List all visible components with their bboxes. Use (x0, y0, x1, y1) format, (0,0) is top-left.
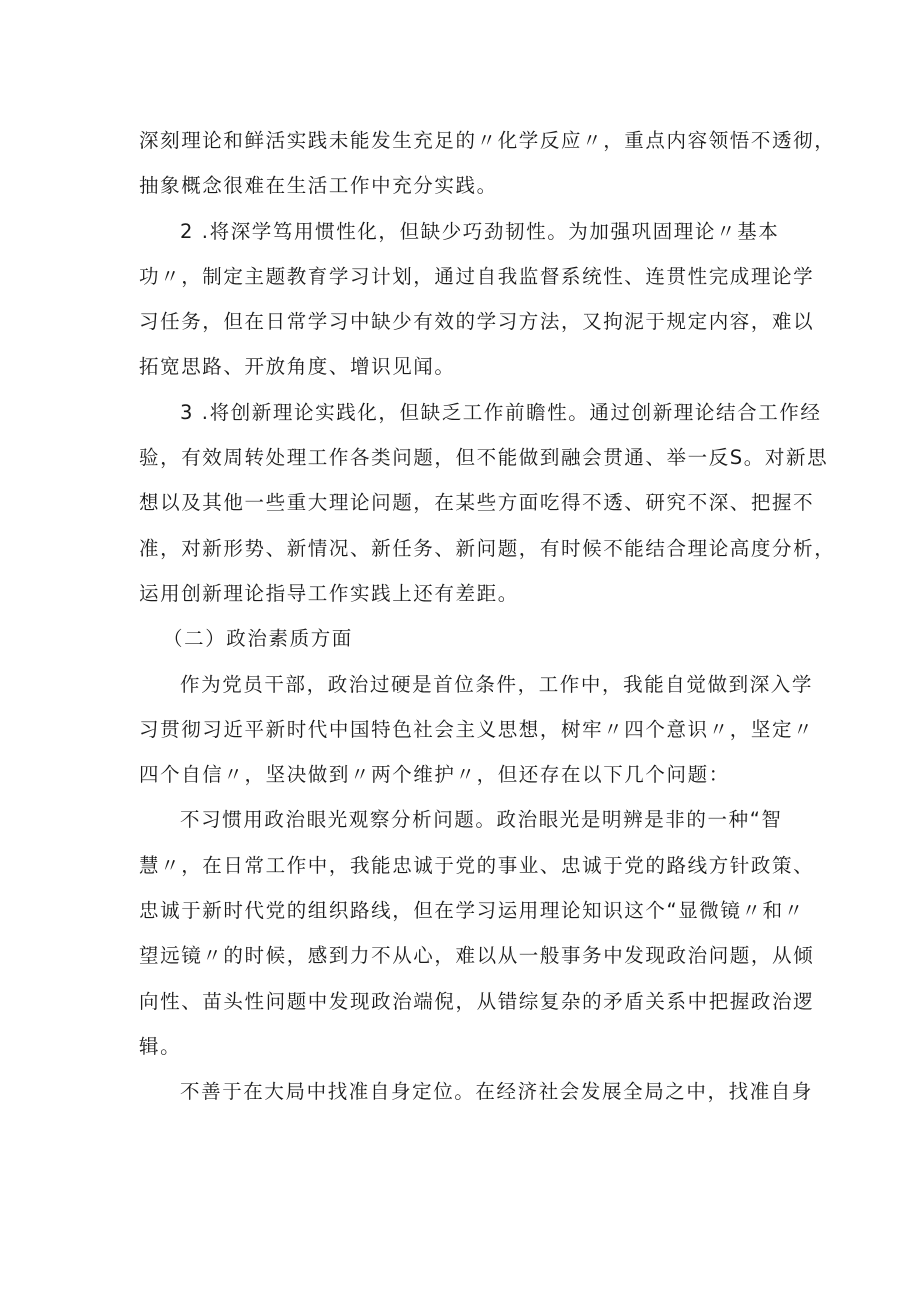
text-line: 准，对新形势、新情况、新任务、新问题，有时候不能结合理论高度分析， (139, 536, 836, 560)
text-line: 3 .将创新理论实践化，但缺乏工作前瞻性。通过创新理论结合工作经 (180, 400, 822, 424)
text-line: 想以及其他一些重大理论问题，在某些方面吃得不透、研究不深、把握不 (139, 491, 815, 515)
document-body (139, 118, 836, 1115)
section-heading: （二）政治素质方面 (163, 627, 353, 651)
text-line: 作为党员干部，政治过硬是首位条件，工作中，我能自觉做到深入学 (180, 672, 814, 696)
text-line: 习贯彻习近平新时代中国特色社会主义思想，树牢〃四个意识〃，坚定〃 (139, 717, 815, 741)
text-line: 忠诚于新时代党的组织路线，但在学习运用理论知识这个“显微镜〃和〃 (139, 899, 805, 923)
text-line: 深刻理论和鲜活实践未能发生充足的〃化学反应〃，重点内容领悟不透彻， (139, 129, 836, 152)
text-line: 四个自信〃，坚决做到〃两个维护〃，但还存在以下几个问题： (139, 763, 730, 787)
text-line: 功〃，制定主题教育学习计划，通过自我监督系统性、连贯性完成理论学 (139, 264, 815, 288)
text-line: 抽象概念很难在生活工作中充分实践。 (139, 174, 498, 198)
text-line: 拓宽思路、开放角度、增识见闻。 (139, 355, 456, 379)
text-line: 习任务，但在日常学习中缺少有效的学习方法，又拘泥于规定内容，难以 (139, 310, 815, 334)
text-line: 辑。 (139, 1034, 182, 1058)
text-line: 望远镜〃的时候，感到力不从心，难以从一般事务中发现政治问题，从倾 (139, 944, 815, 968)
text-line: 2 .将深学笃用惯性化，但缺少巧劲韧性。为加强巩固理论〃基本 (180, 219, 780, 243)
text-line: 运用创新理论指导工作实践上还有差距。 (139, 581, 519, 605)
text-line: 不善于在大局中找准自身定位。在经济社会发展全局之中，找准自身 (180, 1080, 814, 1104)
text-line: 慧〃，在日常工作中，我能忠诚于党的事业、忠诚于党的路线方针政策、 (139, 853, 815, 877)
text-line: 向性、苗头性问题中发现政治端倪，从错综复杂的矛盾关系中把握政治逻 (139, 989, 815, 1013)
text-line: 不习惯用政治眼光观察分析问题。政治眼光是明辨是非的一种“智 (180, 808, 783, 832)
text-line: 验，有效周转处理工作各类问题，但不能做到融会贯通、举一反S。对新思 (139, 446, 829, 470)
